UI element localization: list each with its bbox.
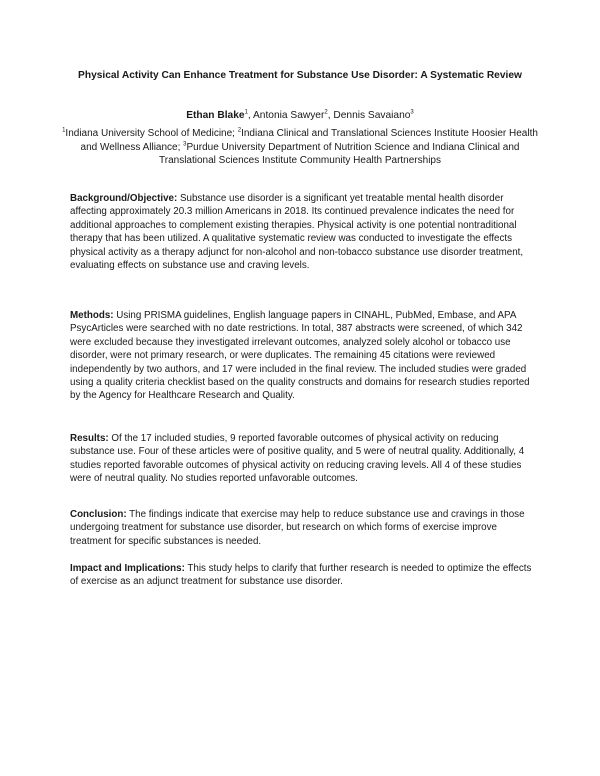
author-sup: 2 [324,109,328,116]
section-heading: Methods: [70,310,114,321]
author-sup: 3 [410,109,414,116]
methods-section [70,309,532,403]
paper-title: Physical Activity Can Enhance Treatment for Substance Use Disorder: A Systematic Review [78,70,522,81]
section-heading: Impact and Implications: [70,563,185,574]
author-list [0,109,600,122]
affiliations [60,127,540,168]
author-name: Antonia Sawyer [253,110,325,121]
section-heading: Background/Objective: [70,193,178,204]
impact-section [70,562,532,589]
affiliation-sup: 3 [183,141,187,148]
section-text: Using PRISMA guidelines, English language papers in CINAHL, PubMed, Embase, and APA PsycArticles were searched with no date restrictions. In total, 387 abstracts were screened, of which 342 were excluded because they investigated irrelevant outcomes, analyzed solely alcohol or tobacco use disorder, were not primary research, or were duplicates. The remaining 45 citations were reviewed independently by two authors, and 17 were included in the final review. The included studies were graded using a quality criteria checklist based on the quality constructs and domains for research studies reported by the Agency for Healthcare Research and Quality. [70,310,530,402]
background-section [70,192,532,272]
results-section [70,432,532,486]
affiliation-sup: 2 [237,127,242,134]
affiliation-text: Indiana University School of Medicine; [65,128,238,139]
author-separator: , [247,110,254,121]
section-text: This study helps to clarify that further research is needed to optimize the effects of exercise as an adjunct treatment for substance use disorder. [70,563,532,588]
section-heading: Conclusion: [70,509,127,520]
author-sup: 1 [244,109,248,116]
section-heading: Results: [70,433,109,444]
section-text: Substance use disorder is a significant yet treatable mental health disorder affecting approximately 20.3 million Americans in 2018. Its continued prevalence indicates the need for additional approaches to complement existing therapies. Physical activity is one potential nontraditional therapy that has been utilized. A qualitative systematic review was conducted to investigate the effects physical activity as a therapy adjunct for non-alcohol and non-tobacco substance use disorder treatment, evaluating effects on substance use and craving levels. [70,193,524,272]
section-text: Of the 17 included studies, 9 reported favorable outcomes of physical activity on reducing substance use. Four of these articles were of positive quality, and 5 were of neutral quality. Additionally, 4 studies reported favorable outcomes of physical activity on reducing craving levels. All 4 of these studies were of neutral quality. No studies reported unfavorable outcomes. [70,433,525,485]
conclusion-section [70,508,532,548]
affiliation-text: Indiana Clinical and Translational Sciences Institute Hoosier Health and Wellness Alliance; [80,128,538,153]
author-name: Dennis Savaiano [333,110,411,121]
affiliation-sup: 1 [62,127,66,134]
author-separator: , [327,110,334,121]
affiliation-text: Purdue University Department of Nutrition Science and Indiana Clinical and Translational Sciences Institute Community Health Partnerships [159,141,520,167]
author-name: Ethan Blake [186,110,245,121]
section-text: The findings indicate that exercise may help to reduce substance use and cravings in those undergoing treatment for substance use disorder, but research on which forms of exercise improve treatment for specific substances is needed. [70,509,525,547]
